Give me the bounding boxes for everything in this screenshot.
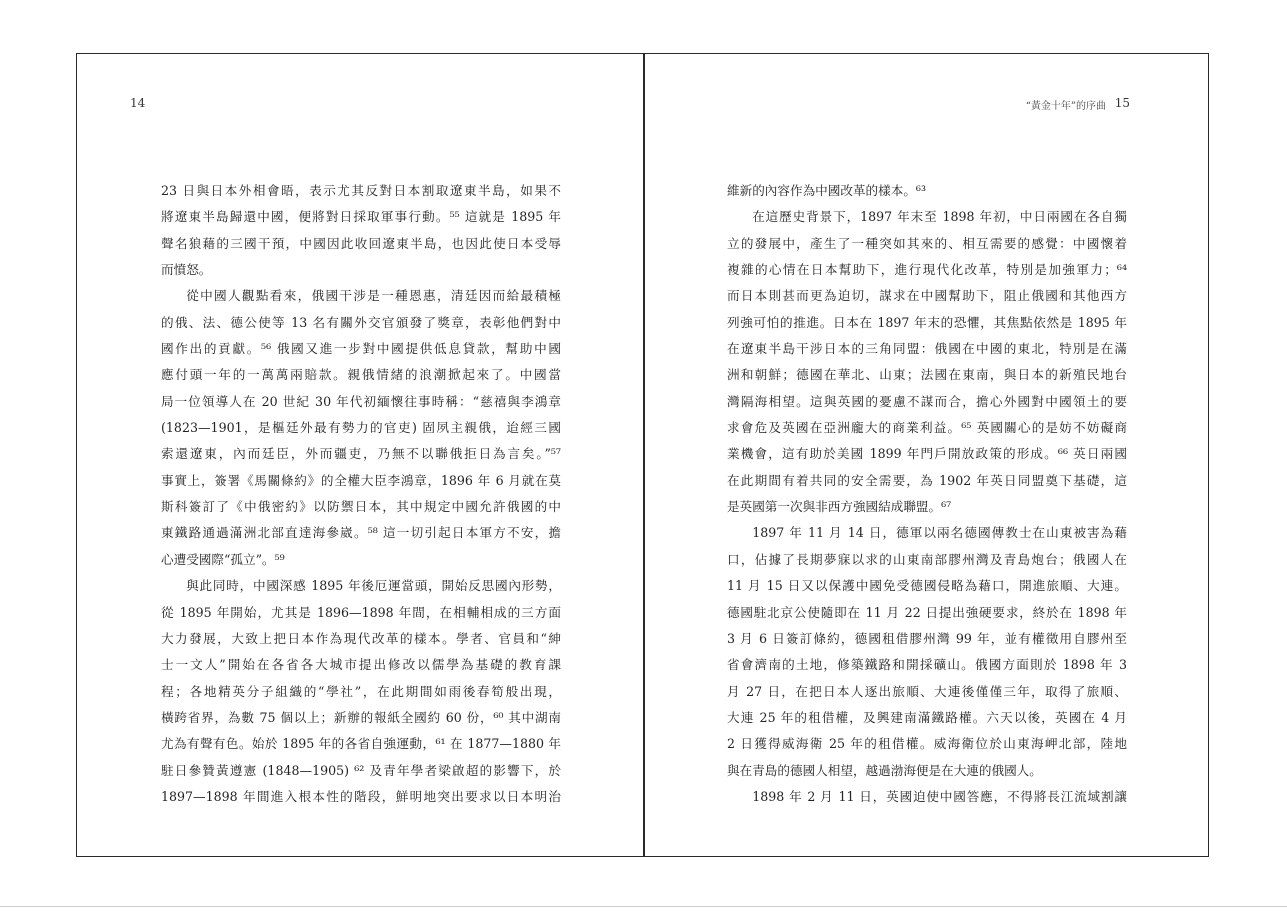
right-page xyxy=(645,54,1209,856)
text-line: 將遼東半島歸還中國，便將對日採取軍事行動。⁵⁵ 這就是 1895 年 xyxy=(161,209,561,225)
text-line: 程；各地精英分子組織的“學社”，在此期間如雨後春筍般出現， xyxy=(161,683,561,699)
text-line: 與此同時，中國深感 1895 年後厄運當頭，開始反思國內形勢， xyxy=(186,578,561,594)
text-line: 維新的內容作為中國改革的樣本。⁶³ xyxy=(727,183,927,198)
text-line: 業機會，這有助於美國 1899 年門戶開放政策的形成。⁶⁶ 英日兩國 xyxy=(727,446,1127,462)
page-number: 15 xyxy=(1114,96,1130,110)
text-line: 局一位領導人在 20 世紀 30 年代初緬懷往事時稱：“慈禧與李鴻章 xyxy=(161,393,561,409)
text-line: 而憤怒。 xyxy=(161,262,212,278)
text-line: 在遼東半島干涉日本的三角同盟：俄國在中國的東北，特別是在滿 xyxy=(727,341,1127,357)
text-line: 2 日獲得威海衛 25 年的租借權。威海衛位於山東海岬北部，陸地 xyxy=(727,736,1127,752)
text-line: 口，佔據了長期夢寐以求的山東南部膠州灣及青島炮台；俄國人在 xyxy=(727,551,1127,567)
body-text xyxy=(161,178,561,810)
text-line: 1897—1898 年間進入根本性的階段，鮮明地突出要求以日本明治 xyxy=(161,788,561,804)
text-line: 在此期間有着共同的安全需要，為 1902 年英日同盟奠下基礎，這 xyxy=(727,472,1127,488)
book-spread xyxy=(76,53,1209,857)
text-line: 大連 25 年的租借權，及興建南滿鐵路權。六天以後，英國在 4 月 xyxy=(727,709,1127,725)
text-line: 複雜的心情在日本幫助下，進行現代化改革，特別是加強軍力；⁶⁴ xyxy=(727,262,1127,278)
text-line: 駐日參贊黃遵憲 (1848—1905) ⁶² 及青年學者梁啟超的影響下，於 xyxy=(161,762,561,778)
text-line: 灣隔海相望。這與英國的憂慮不謀而合，擔心外國對中國領土的要 xyxy=(727,393,1127,409)
text-line: 11 月 15 日又以保護中國免受德國侵略為藉口，開進旅順、大連。 xyxy=(727,578,1127,594)
text-line: 東鐵路通過滿洲北部直達海參崴。⁵⁸ 這一切引起日本軍方不安，擔 xyxy=(161,525,561,541)
text-line: 德國駐北京公使隨即在 11 月 22 日提出強硬要求，終於在 1898 年 xyxy=(727,604,1127,620)
text-line: 斯科簽訂了《中俄密約》以防禦日本，其中規定中國允許俄國的中 xyxy=(161,499,561,515)
text-line: 與在青島的德國人相望，越過渤海便是在大連的俄國人。 xyxy=(727,762,1042,778)
text-line: 23 日與日本外相會晤，表示尤其反對日本割取遼東半島，如果不 xyxy=(161,183,561,198)
text-line: 應付頭一年的一萬萬兩賠款。親俄情緒的浪潮掀起來了。中國當 xyxy=(161,367,561,383)
text-line: 從 1895 年開始，尤其是 1896—1898 年間，在相輔相成的三方面 xyxy=(161,604,561,620)
text-line: 心遭受國際“孤立”。⁵⁹ xyxy=(161,551,285,567)
text-line: 列強可怕的推進。日本在 1897 年末的恐懼，其焦點依然是 1895 年 xyxy=(727,314,1127,330)
text-line: 是英國第一次與非西方強國結成聯盟。⁶⁷ xyxy=(727,499,952,515)
text-line: 3 月 6 日簽訂條約，德國租借膠州灣 99 年，並有權徵用自膠州至 xyxy=(727,630,1127,646)
text-line: 月 27 日，在把日本人逐出旅順、大連後僅僅三年，取得了旅順、 xyxy=(727,683,1127,699)
bottom-divider xyxy=(0,906,1287,907)
text-line: 尤為有聲有色。始於 1895 年的各省自強運動，⁶¹ 在 1877—1880 年 xyxy=(161,736,561,752)
text-line: 聲名狼藉的三國干預，中國因此收回遼東半島，也因此使日本受辱 xyxy=(161,235,561,251)
text-line: 國作出的貢獻。⁵⁶ 俄國又進一步對中國提供低息貸款，幫助中國 xyxy=(161,341,561,357)
text-line: 大力發展，大致上把日本作為現代改革的樣本。學者、官員和“紳 xyxy=(161,630,561,646)
text-line: 在這歷史背景下，1897 年末至 1898 年初，中日兩國在各自獨 xyxy=(752,209,1127,225)
text-line: 省會濟南的土地，修築鐵路和開採礦山。俄國方面則於 1898 年 3 xyxy=(727,657,1127,673)
text-line: 橫跨省界，為數 75 個以上；新辦的報紙全國約 60 份，⁶⁰ 其中湖南 xyxy=(161,709,561,725)
text-line: 1897 年 11 月 14 日，德軍以兩名德國傳教士在山東被害為藉 xyxy=(752,525,1127,541)
text-line: (1823—1901，是樞廷外最有勢力的官吏) 固夙主親俄，迨經三國 xyxy=(161,420,561,436)
running-head: “黃金十年”的序曲 xyxy=(1025,101,1106,112)
page-number: 14 xyxy=(130,96,146,110)
text-line: 立的發展中，產生了一種突如其來的、相互需要的感覺：中國懷着 xyxy=(727,235,1127,251)
body-text xyxy=(727,178,1127,810)
text-line: 洲和朝鮮；德國在華北、山東；法國在東南，與日本的新殖民地台 xyxy=(727,367,1127,383)
text-line: 士一文人”開始在各省各大城市提出修改以儒學為基礎的教育課 xyxy=(161,657,561,673)
text-line: 求會危及英國在亞洲龐大的商業利益。⁶⁵ 英國關心的是妨不妨礙商 xyxy=(727,420,1127,436)
text-line: 從中國人觀點看來，俄國干涉是一種恩惠，清廷因而給最積極 xyxy=(186,288,561,304)
text-line: 1898 年 2 月 11 日，英國迫使中國答應，不得將長江流域割讓 xyxy=(752,788,1127,804)
left-page xyxy=(77,54,643,856)
text-line: 事實上，簽署《馬關條約》的全權大臣李鴻章，1896 年 6 月就在莫 xyxy=(161,472,561,488)
text-line: 索還遼東，內而廷臣，外而疆吏，乃無不以聯俄拒日為言矣。”⁵⁷ xyxy=(161,446,561,462)
text-line: 的俄、法、德公使等 13 名有關外交官頒發了獎章，表彰他們對中 xyxy=(161,314,561,330)
text-line: 而日本則甚而更為迫切，謀求在中國幫助下，阻止俄國和其他西方 xyxy=(727,288,1127,304)
